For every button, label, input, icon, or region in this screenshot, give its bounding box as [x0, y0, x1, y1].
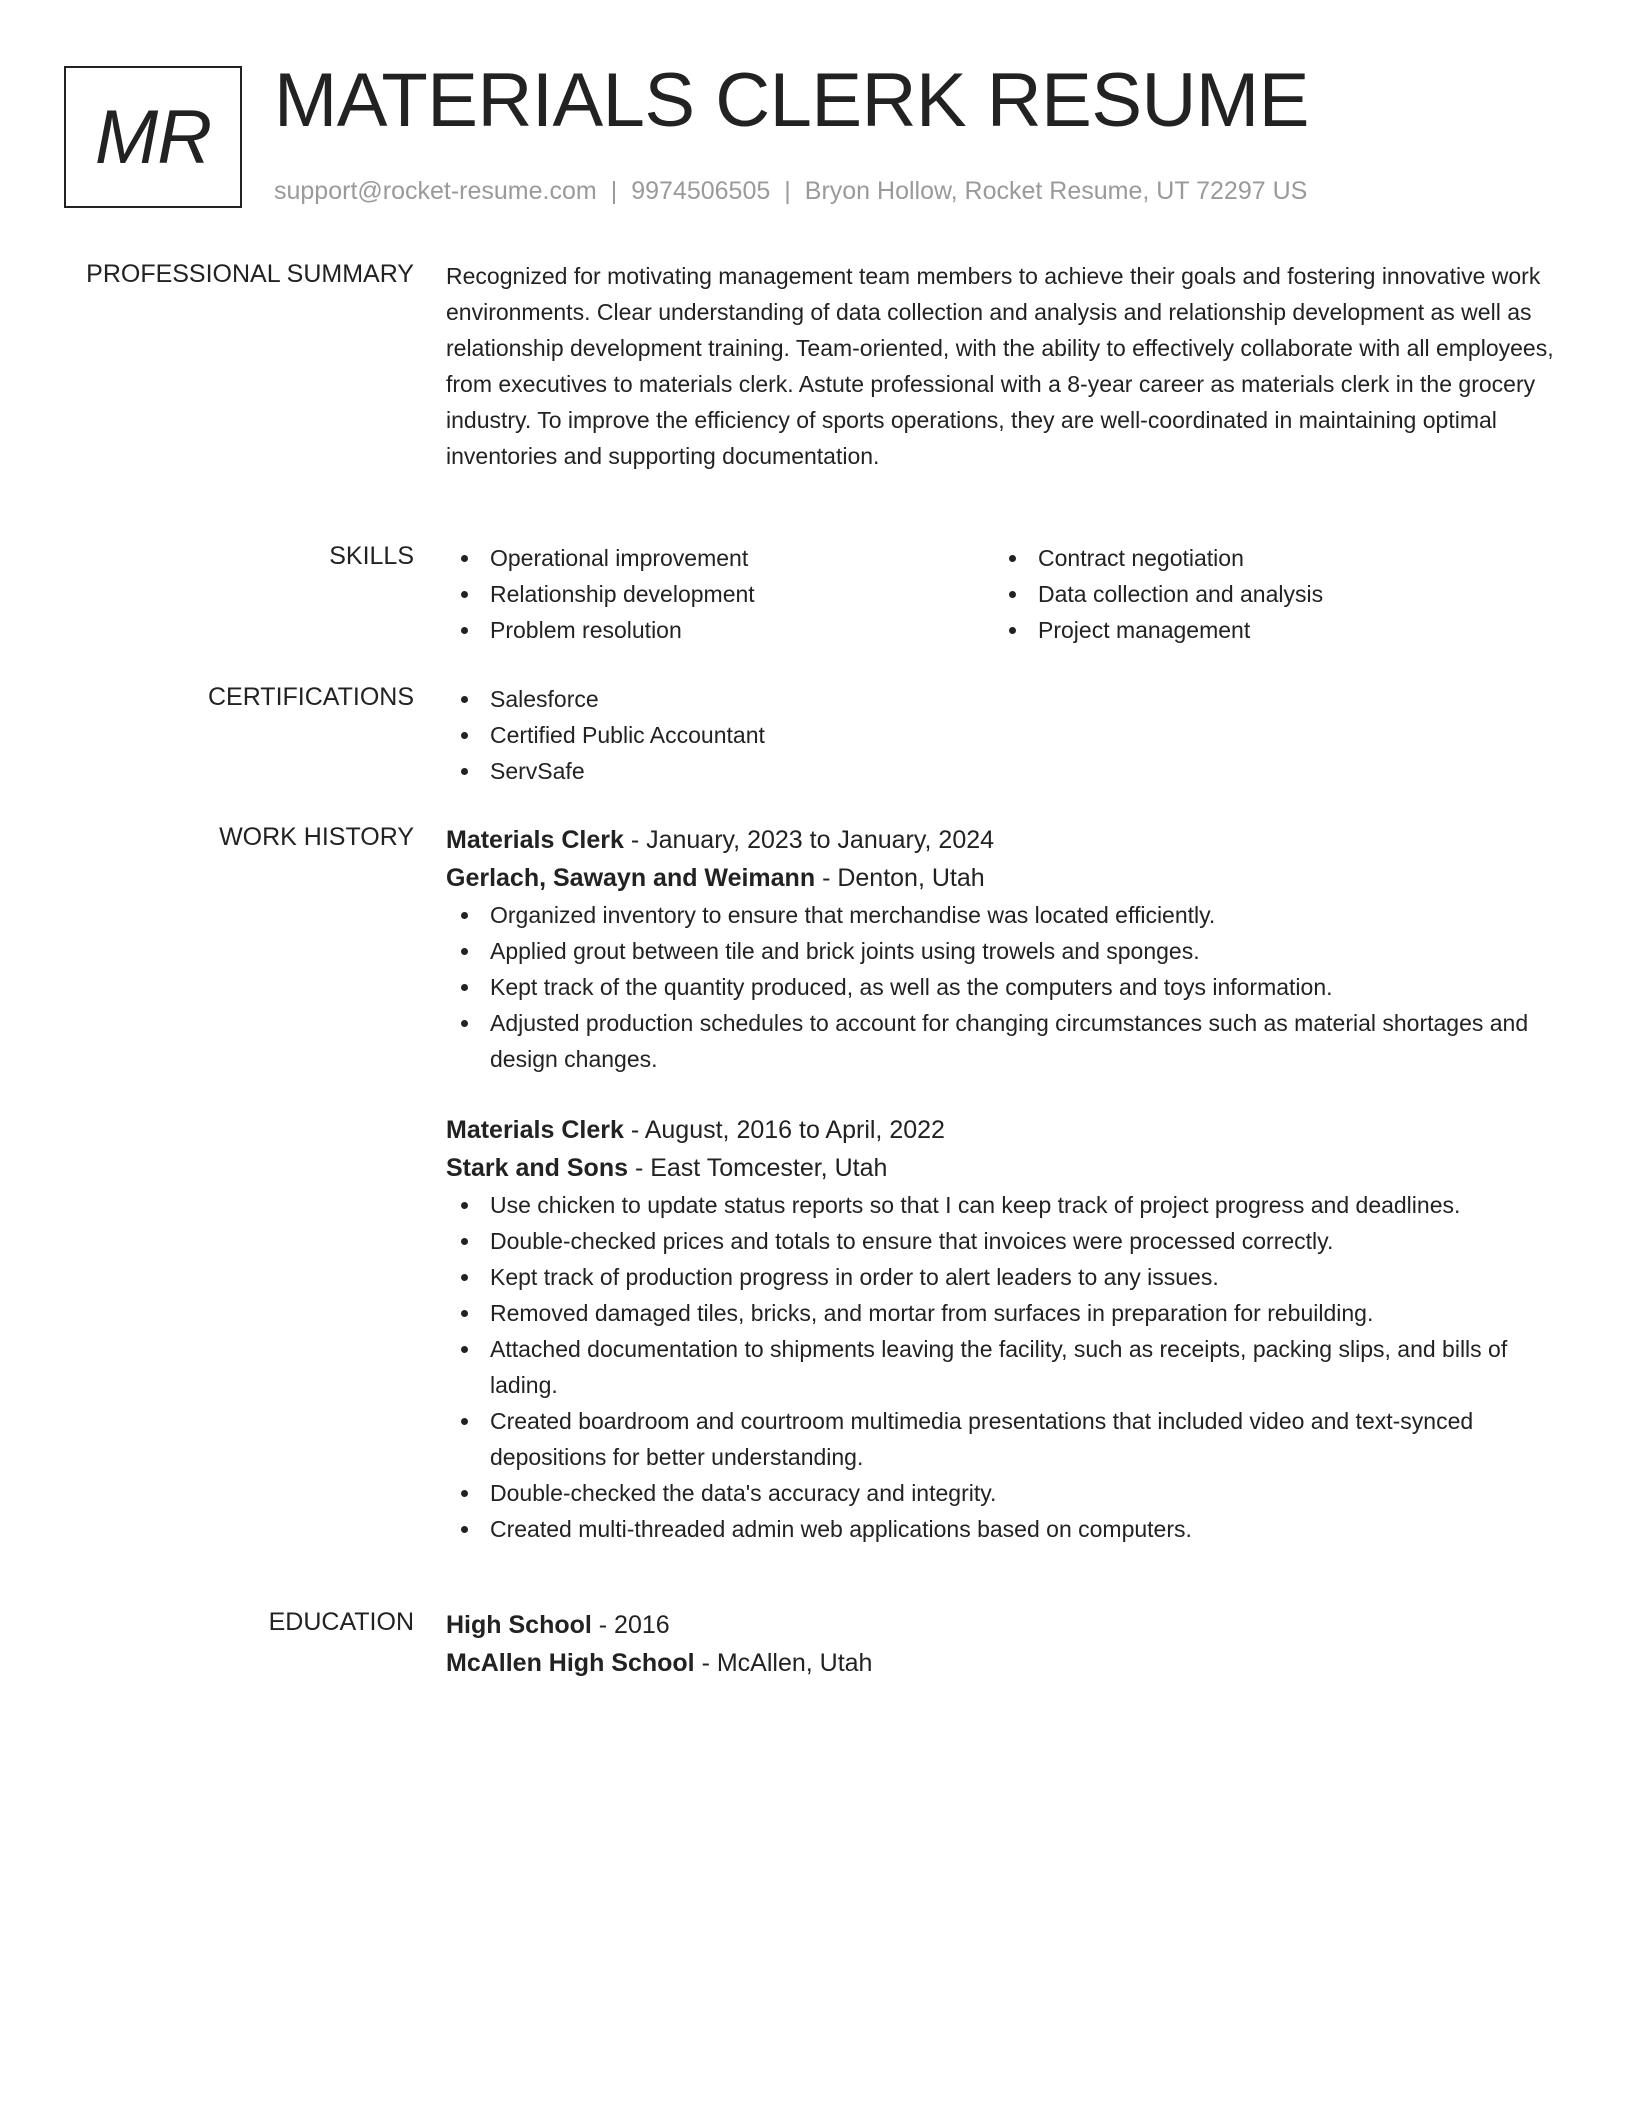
contact-line [274, 176, 1307, 206]
job-bullet [446, 1511, 1556, 1547]
job-title-line [446, 1111, 1556, 1149]
bullet-dot [461, 555, 468, 562]
certifications-body [446, 681, 1556, 789]
contact-phone: 9974506505 [631, 177, 771, 205]
job-bullet-text: Use chicken to update status reports so that I can keep track of project progress and deadlines. [490, 1192, 1461, 1218]
job-company: Gerlach, Sawayn and Weimann [446, 864, 816, 892]
job-company-line [446, 859, 1556, 897]
job-bullet-text: Attached documentation to shipments leaving the facility, such as receipts, packing slips, and bills of lading. [490, 1336, 1508, 1398]
job-bullet [446, 1005, 1556, 1077]
job-bullet-text: Organized inventory to ensure that merchandise was located efficiently. [490, 902, 1216, 928]
bullet-dot [461, 768, 468, 775]
skill-text: Data collection and analysis [1038, 581, 1324, 607]
job-dates: - August, 2016 to April, 2022 [630, 1116, 945, 1144]
job-location: - Denton, Utah [822, 864, 985, 892]
education-body [446, 1606, 1556, 1682]
bullet-dot [461, 732, 468, 739]
job-bullets [446, 1187, 1556, 1547]
work-body [446, 821, 1556, 1547]
job-bullets [446, 897, 1556, 1077]
job-bullet [446, 933, 1556, 969]
bullet-dot [1009, 627, 1016, 634]
bullet-dot [461, 627, 468, 634]
job-bullet-text: Double-checked the data's accuracy and integrity. [490, 1480, 997, 1506]
section-label-education: EDUCATION [268, 1608, 414, 1636]
skills-list-left [446, 540, 994, 648]
bullet-dot [461, 948, 468, 955]
bullet-dot [461, 591, 468, 598]
section-label-certifications: CERTIFICATIONS [207, 683, 414, 711]
resume-title: MATERIALS CLERK RESUME [274, 58, 1309, 143]
job-title-line [446, 821, 1556, 859]
job-bullet-text: Adjusted production schedules to account for changing circumstances such as material shortages and design changes. [490, 1010, 1529, 1072]
job-dates: - January, 2023 to January, 2024 [630, 826, 995, 854]
section-label-work: WORK HISTORY [219, 823, 414, 851]
education-school-line [446, 1644, 1556, 1682]
job-bullet [446, 1187, 1556, 1223]
job-bullet [446, 969, 1556, 1005]
skill-item [446, 576, 994, 612]
job-title: Materials Clerk [446, 826, 624, 854]
summary-body [446, 258, 1556, 474]
job-bullet-text: Kept track of production progress in order to alert leaders to any issues. [490, 1264, 1219, 1290]
bullet-dot [1009, 591, 1016, 598]
bullet-dot [461, 1490, 468, 1497]
job-company: Stark and Sons [446, 1154, 628, 1182]
job-bullet [446, 897, 1556, 933]
skills-body [446, 540, 1556, 648]
job-bullet-text: Removed damaged tiles, bricks, and mortar from surfaces in preparation for rebuilding. [490, 1300, 1374, 1326]
skill-text: Problem resolution [490, 617, 682, 643]
skill-text: Operational improvement [490, 545, 749, 571]
certification-text: ServSafe [490, 758, 585, 784]
job-bullet [446, 1259, 1556, 1295]
job-bullet-text: Double-checked prices and totals to ensure that invoices were processed correctly. [490, 1228, 1334, 1254]
contact-address: Bryon Hollow, Rocket Resume, UT 72297 US [804, 177, 1308, 205]
job-bullet-text: Applied grout between tile and brick joints using trowels and sponges. [490, 938, 1200, 964]
skill-text: Project management [1038, 617, 1251, 643]
job-bullet [446, 1475, 1556, 1511]
education-degree-line [446, 1606, 1556, 1644]
job-entry [446, 821, 1556, 1077]
contact-email: support@rocket-resume.com [274, 177, 597, 205]
skill-text: Relationship development [490, 581, 755, 607]
monogram-logo: MR [64, 66, 242, 208]
job-bullet-text: Created boardroom and courtroom multimedia presentations that included video and text-synced depositions for better understanding. [490, 1408, 1474, 1470]
section-label-skills: SKILLS [329, 542, 414, 570]
skill-item [994, 576, 1554, 612]
bullet-dot [461, 1310, 468, 1317]
certification-item [446, 681, 1556, 717]
job-bullet-text: Created multi-threaded admin web applications based on computers. [490, 1516, 1192, 1542]
skill-item [446, 612, 994, 648]
section-label-summary: PROFESSIONAL SUMMARY [86, 260, 414, 288]
job-location: - East Tomcester, Utah [634, 1154, 888, 1182]
skill-item [994, 612, 1554, 648]
skill-item [994, 540, 1554, 576]
education-degree: High School [446, 1611, 592, 1639]
education-location: - McAllen, Utah [701, 1649, 873, 1677]
bullet-dot [461, 1238, 468, 1245]
bullet-dot [461, 984, 468, 991]
job-bullet [446, 1403, 1556, 1475]
certification-text: Certified Public Accountant [490, 722, 765, 748]
bullet-dot [461, 1020, 468, 1027]
job-entry [446, 1111, 1556, 1547]
job-company-line [446, 1149, 1556, 1187]
certification-item [446, 753, 1556, 789]
summary-text: Recognized for motivating management team members to achieve their goals and fostering innovative work environments. Clear understanding of data collection and analysis and relationship development as well as relationship development training. Team-oriented, with the ability to effectively collaborate with all employees, from executives to materials clerk. Astute professional with a 8-year career as materials clerk in the grocery industry. To improve the efficiency of sports operations, they are well-coordinated in maintaining optimal inventories and supporting documentation. [446, 263, 1554, 469]
bullet-dot [461, 696, 468, 703]
job-bullet [446, 1223, 1556, 1259]
contact-separator: | [610, 177, 618, 205]
bullet-dot [461, 1418, 468, 1425]
education-year: - 2016 [598, 1611, 670, 1639]
certification-item [446, 717, 1556, 753]
certifications-list [446, 681, 1556, 789]
education-school: McAllen High School [446, 1649, 695, 1677]
job-bullet [446, 1295, 1556, 1331]
job-bullet [446, 1331, 1556, 1403]
skill-text: Contract negotiation [1038, 545, 1244, 571]
bullet-dot [1009, 555, 1016, 562]
contact-separator: | [784, 177, 791, 205]
job-bullet-text: Kept track of the quantity produced, as well as the computers and toys information. [490, 974, 1333, 1000]
skill-item [446, 540, 994, 576]
certification-text: Salesforce [490, 686, 599, 712]
bullet-dot [461, 1274, 468, 1281]
skills-list-right [994, 540, 1554, 648]
job-title: Materials Clerk [446, 1116, 624, 1144]
bullet-dot [461, 1202, 468, 1209]
bullet-dot [461, 1526, 468, 1533]
bullet-dot [461, 1346, 468, 1353]
bullet-dot [461, 912, 468, 919]
